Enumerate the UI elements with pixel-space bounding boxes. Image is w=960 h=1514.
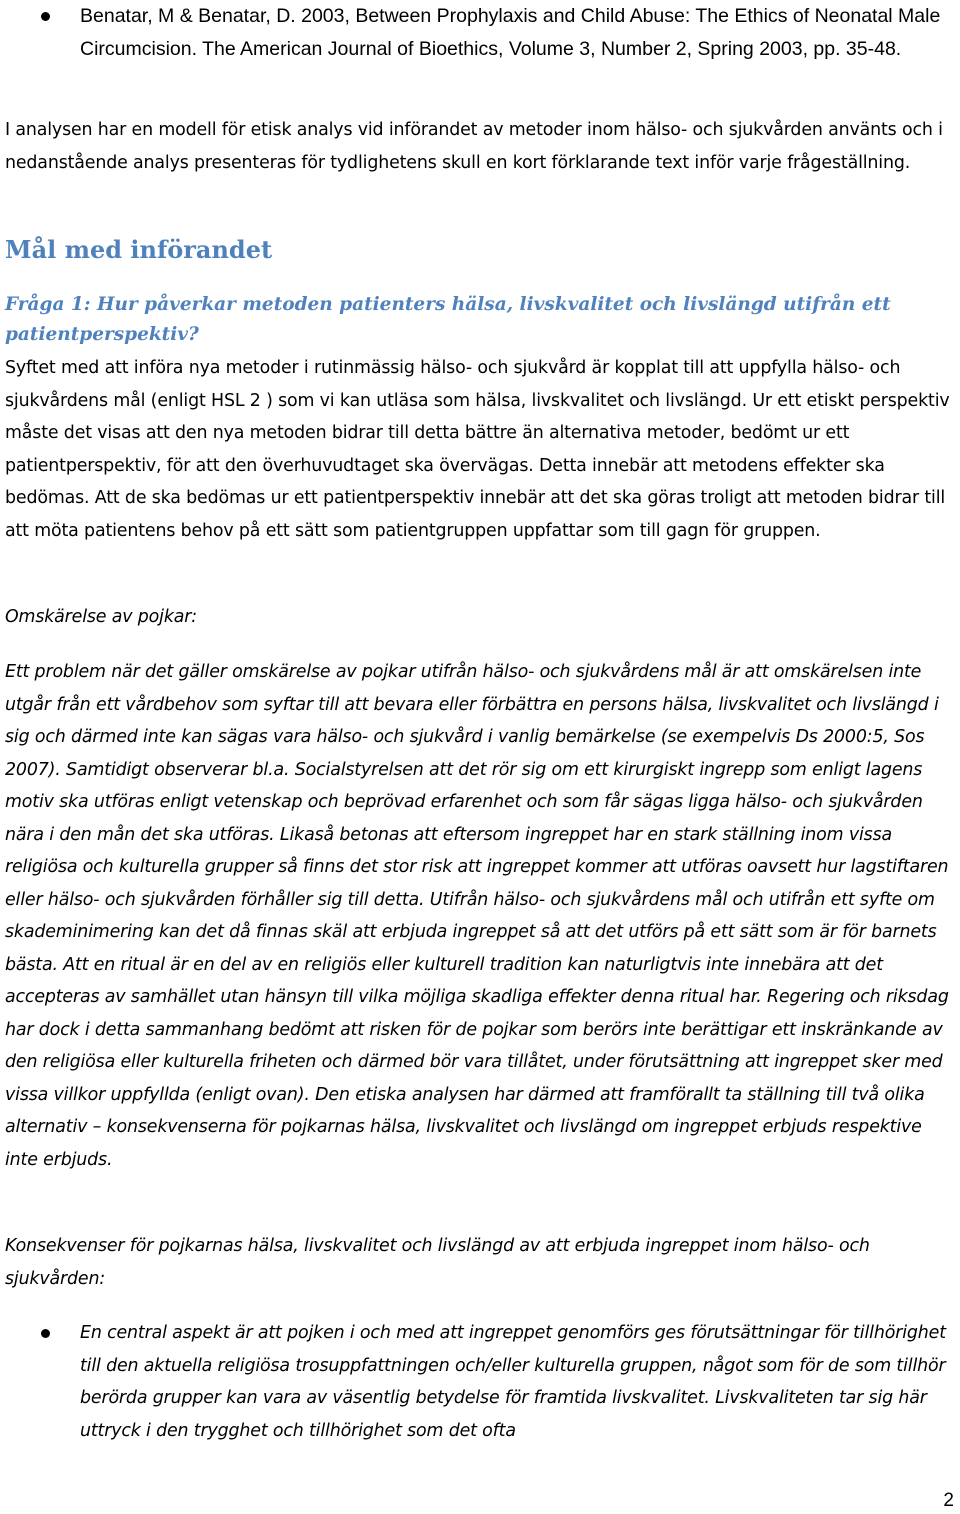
aspect-text: En central aspekt är att pojken i och med att ingreppet genomförs ges förutsättningar för tillhörighet till den aktuella religiösa trosuppfattningen och/eller kulturella gruppen, något som för de som tillhör berörda grupper kan vara av väsentlig betydelse för framtida livskvalitet. Livskvaliteten tar sig här uttryck i den trygghet och tillhörighet som det ofta <box>80 1323 946 1441</box>
intro-paragraph: I analysen har en modell för etisk analys vid införandet av metoder inom hälso- och sjukvården använts och i nedanstående analys presenteras för tydlighetens skull en kort förklarande text inför varje frågeställning. <box>5 120 943 173</box>
reference-text: Benatar, M & Benatar, D. 2003, Between Prophylaxis and Child Abuse: The Ethics of Neonatal Male Circumcision. The American Journal of Bioethics, Volume 3, Number 2, Spring 2003, pp. 35-48. <box>80 5 941 60</box>
section-heading-wrapper <box>0 234 960 266</box>
problem-paragraph: Ett problem när det gäller omskärelse av pojkar utifrån hälso- och sjukvårdens mål är att omskärelsen inte utgår från ett vårdbehov som syftar till att bevara eller förbättra en persons hälsa, livskvalitet och livslängd i sig och därmed inte kan sägas vara hälso- och sjukvård i vanlig bemärkelse (se exempelvis Ds 2000:5, Sos 2007). Samtidigt observerar bl.a. Socialstyrelsen att det rör sig om ett kirurgiskt ingrepp som enligt lagens motiv ska utföras enligt vetenskap och beprövad erfarenhet och som får sägas ligga hälso- och sjukvården nära i den mån det ska utföras. Likaså betonas att eftersom ingreppet har en stark ställning inom vissa religiösa och kulturella grupper så finns det stor risk att ingreppet kommer att utföras oavsett hur lagstiftaren eller hälso- och sjukvården förhåller sig till detta. Utifrån hälso- och sjukvårdens mål och utifrån ett syfte om skademinimering kan det då finnas skäl att erbjuda ingreppet så att det utförs på ett sätt som är för barnets bästa. Att en ritual är en del av en religiös eller kulturell tradition kan naturligtvis inte innebära att det accepteras av samhället utan hänsyn till vilka möjliga skadliga effekter denna ritual har. Regering och riksdag har dock i detta sammanhang bedömt att risken för de pojkar som berörs inte berättigar ett inskränkande av den religiösa eller kulturella friheten och därmed bör vara tillåtet, under förutsättning att ingreppet sker med vissa villkor uppfyllda (enligt ovan). Den etiska analysen har därmed att framförallt ta ställning till två olika alternativ – konsekvenserna för pojkarnas hälsa, livskvalitet och livslängd om ingreppet erbjuds respektive inte erbjuds. <box>5 662 949 1170</box>
aspect-section <box>0 1317 960 1447</box>
intro-section <box>0 114 960 179</box>
consequence-heading: Konsekvenser för pojkarnas hälsa, livskvalitet och livslängd av att erbjuda ingreppet inom hälso- och sjukvården: <box>5 1236 870 1289</box>
purpose-section <box>0 352 960 547</box>
subtitle-text: Omskärelse av pojkar: <box>5 607 197 627</box>
question-heading: Fråga 1: Hur påverkar metoden patienters hälsa, livskvalitet och livslängd utifrån ett patientperspektiv? <box>5 294 891 345</box>
section-heading: Mål med införandet <box>5 235 273 264</box>
page-number: 2 <box>943 1490 954 1511</box>
consequence-section <box>0 1230 960 1295</box>
subtitle-section <box>0 601 960 634</box>
bullet-icon <box>41 12 50 21</box>
aspect-list <box>0 1317 960 1447</box>
list-item <box>0 1317 960 1447</box>
question-wrapper <box>0 290 960 350</box>
reference-section <box>0 0 960 66</box>
list-item <box>0 0 960 66</box>
purpose-paragraph: Syftet med att införa nya metoder i rutinmässig hälso- och sjukvård är kopplat till att uppfylla hälso- och sjukvårdens mål (enligt HSL 2 ) som vi kan utläsa som hälsa, livskvalitet och livslängd. Ur ett etiskt perspektiv måste det visas att den nya metoden bidrar till detta bättre än alternativa metoder, bedömt ur ett patientperspektiv, för att den överhuvudtaget ska övervägas. Detta innebär att metodens effekter ska bedömas. Att de ska bedömas ur ett patientperspektiv innebär att det ska göras troligt att metoden bidrar till att möta patientens behov på ett sätt som patientgruppen uppfattar som till gagn för gruppen. <box>5 358 950 541</box>
reference-list <box>0 0 960 66</box>
problem-section <box>0 656 960 1176</box>
bullet-icon <box>41 1329 50 1338</box>
